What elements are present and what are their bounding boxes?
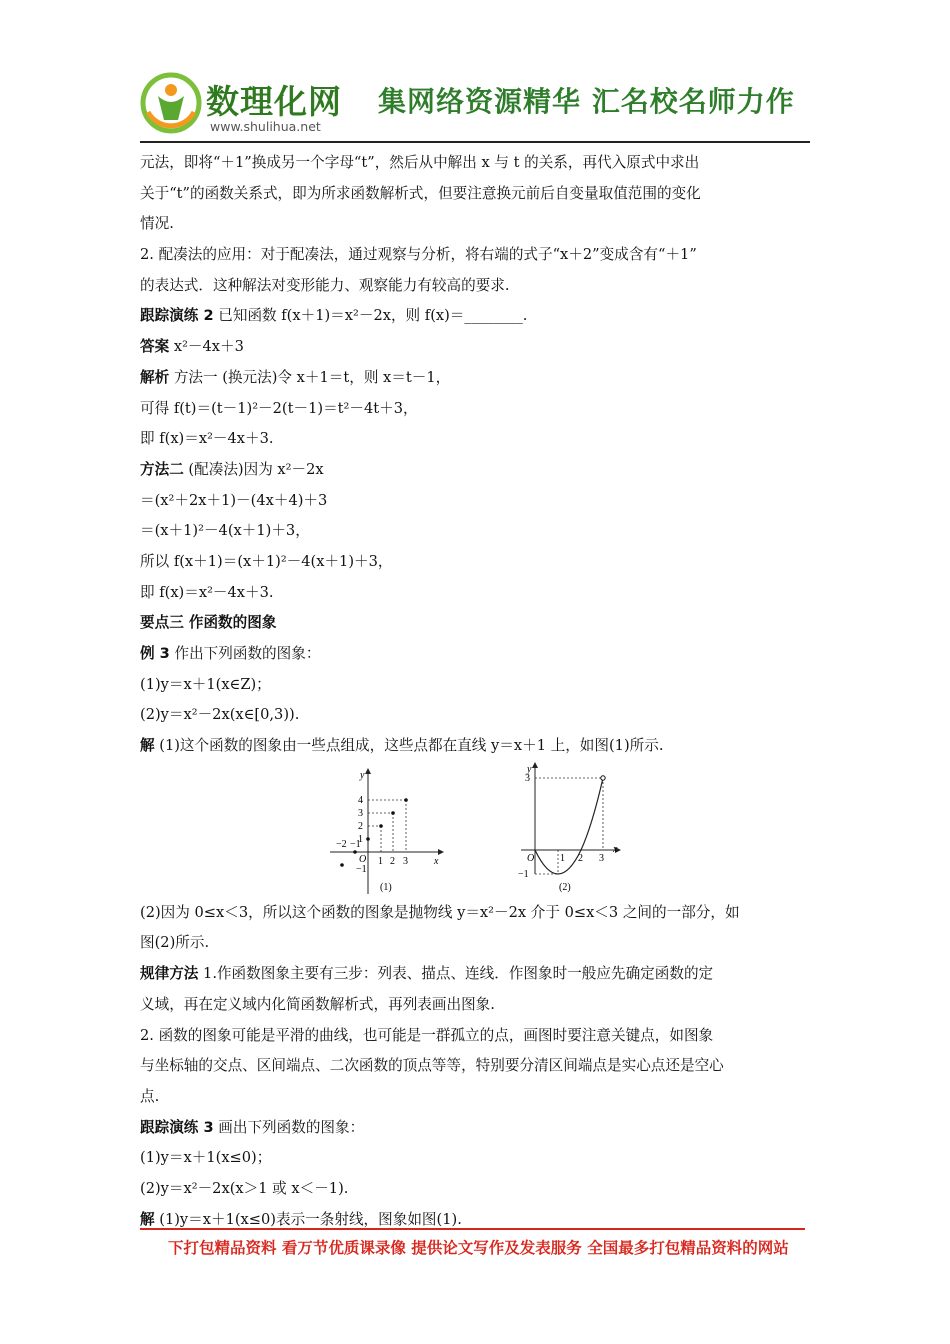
- solution-line: [140, 731, 812, 762]
- tick-label: 2: [578, 852, 583, 864]
- text-line: 情况.: [140, 215, 174, 233]
- tick-label: 2: [358, 820, 363, 832]
- section-label: 解: [140, 1210, 155, 1228]
- section-title: 要点三 作函数的图象: [140, 614, 277, 632]
- document-body: [140, 148, 812, 1235]
- text-span: 1.作函数图象主要有三步：列表、描点、连线．作图象时一般应先确定函数的定: [198, 965, 714, 983]
- y-axis-label: y: [360, 769, 365, 781]
- dashed-guides: [535, 778, 603, 874]
- tick-label: 3: [403, 855, 408, 867]
- tick-label: 3: [599, 852, 604, 864]
- figure-1-graph: [330, 766, 450, 896]
- x-axis-label: x: [434, 855, 439, 867]
- footer-divider: [140, 1228, 805, 1230]
- tick-label: 2: [390, 855, 395, 867]
- section-label: 方法二: [140, 460, 184, 478]
- open-endpoint: [601, 776, 605, 780]
- logo-url[interactable]: www.shulihua.net: [210, 119, 321, 134]
- y-axis-arrow: [365, 768, 371, 774]
- data-point: [353, 850, 357, 854]
- tick-label: 1: [378, 855, 383, 867]
- text-line: 与坐标轴的交点、区间端点、二次函数的顶点等等，特别要分清区间端点是实心点还是空心: [140, 1057, 724, 1075]
- text-line: 图(2)所示.: [140, 934, 210, 952]
- figure-2-graph: [515, 762, 625, 896]
- y-axis-arrow: [532, 762, 538, 768]
- data-point: [379, 824, 383, 828]
- header-slogan: 集网络资源精华 汇名校名师力作: [378, 85, 795, 118]
- text-line: (2)因为 0≤x＜3，所以这个函数的图象是抛物线 y＝x²－2x 介于 0≤x＜3 之间的一部分，如: [140, 903, 740, 921]
- text-line: 义域，再在定义域内化简函数解析式，再列表画出图象.: [140, 995, 495, 1013]
- text-line: (2)y＝x²－2x(x∈[0,3)).: [140, 706, 300, 724]
- text-line: 关于“t”的函数关系式，即为所求函数解析式，但要注意换元前后自变量取值范围的变化: [140, 184, 701, 202]
- text-line: 即 f(x)＝x²－4x＋3.: [140, 430, 274, 448]
- figure-row: [140, 762, 812, 898]
- section-heading: [140, 608, 812, 639]
- tick-label: −2: [336, 838, 347, 850]
- data-point: [391, 811, 395, 815]
- tick-label: 3: [358, 807, 363, 819]
- data-point: [404, 798, 408, 802]
- text-span: (配凑法)因为 x²－2x: [183, 460, 324, 478]
- section-label: 解析: [140, 368, 170, 386]
- analysis-line: [140, 363, 812, 394]
- logo-text: 数理化网: [206, 82, 342, 121]
- tick-label: 1: [560, 852, 565, 864]
- rule-method: [140, 959, 812, 990]
- dashed-guides: [368, 800, 406, 852]
- example-3: [140, 639, 812, 670]
- tick-label: −1: [518, 868, 529, 880]
- tick-label: −1: [356, 863, 367, 875]
- origin-label: O: [359, 853, 367, 865]
- text-span: (1)这个函数的图象由一些点组成，这些点都在直线 y＝x＋1 上，如图(1)所示.: [154, 737, 664, 755]
- origin-label: O: [527, 852, 535, 864]
- tick-label: 1: [358, 833, 363, 845]
- section-label: 解: [140, 737, 155, 755]
- parabola-curve: [535, 778, 603, 874]
- section-label: 规律方法: [140, 965, 199, 983]
- text-span: 画出下列函数的图象：: [213, 1118, 365, 1136]
- answer-line: [140, 332, 812, 363]
- text-line: 所以 f(x＋1)＝(x＋1)²－4(x＋1)＋3，: [140, 552, 393, 570]
- section-label: 跟踪演练 2: [140, 307, 214, 325]
- text-line: 2. 配凑法的应用：对于配凑法，通过观察与分析，将右端的式子“x＋2”变成含有“＋1”: [140, 246, 697, 264]
- figure-caption: (1): [380, 881, 392, 893]
- text-span: (1)y＝x＋1(x≤0)表示一条射线，图象如图(1).: [154, 1210, 462, 1228]
- figure-caption: (2): [559, 881, 571, 893]
- header-divider: [140, 141, 810, 143]
- y-axis-label: y: [527, 763, 532, 775]
- site-header: [140, 70, 810, 142]
- text-line: 元法，即将“＋1”换成另一个字母“t”，然后从中解出 x 与 t 的关系，再代入原式中求出: [140, 154, 700, 171]
- text-span: x²－4x＋3: [169, 338, 244, 356]
- x-axis-arrow: [438, 849, 444, 855]
- section-label: 例 3: [140, 645, 170, 662]
- text-line: (2)y＝x²－2x(x＞1 或 x＜－1).: [140, 1179, 349, 1197]
- logo-icon: [140, 72, 202, 134]
- text-span: 已知函数 f(x＋1)＝x²－2x，则 f(x)＝________.: [213, 307, 528, 325]
- text-span: 方法一 (换元法)令 x＋1＝t，则 x＝t－1，: [169, 368, 451, 386]
- text-line: 即 f(x)＝x²－4x＋3.: [140, 583, 274, 601]
- tick-label: 4: [358, 794, 363, 806]
- text-span: 作出下列函数的图象：: [169, 645, 321, 662]
- text-line: (1)y＝x＋1(x∈Z)；: [140, 675, 271, 693]
- method-2-line: [140, 455, 812, 486]
- solution-line: [140, 1205, 812, 1236]
- section-label: 跟踪演练 3: [140, 1118, 214, 1136]
- text-line: (1)y＝x＋1(x≤0)；: [140, 1149, 272, 1167]
- practice-2: [140, 301, 812, 332]
- text-line: 点.: [140, 1087, 160, 1105]
- section-label: 答案: [140, 338, 170, 356]
- x-axis-label: x: [613, 843, 618, 855]
- tick-label: 3: [525, 772, 530, 784]
- footer-banner[interactable]: 下打包精品资料 看万节优质课录像 提供论文写作及发表服务 全国最多打包精品资料的网站: [168, 1239, 789, 1257]
- text-line: ＝(x²＋2x＋1)－(4x＋4)＋3: [140, 491, 328, 509]
- text-line: 2. 函数的图象可能是平滑的曲线，也可能是一群孤立的点，画图时要注意关键点，如图象: [140, 1026, 714, 1044]
- text-line: ＝(x＋1)²－4(x＋1)＋3，: [140, 522, 310, 540]
- text-line: 可得 f(t)＝(t－1)²－2(t－1)＝t²－4t＋3，: [140, 399, 418, 417]
- text-line: 的表达式．这种解法对变形能力、观察能力有较高的要求.: [140, 276, 510, 294]
- data-point: [340, 863, 344, 867]
- practice-3: [140, 1113, 812, 1144]
- data-point: [366, 837, 370, 841]
- tick-label: −1: [350, 838, 361, 850]
